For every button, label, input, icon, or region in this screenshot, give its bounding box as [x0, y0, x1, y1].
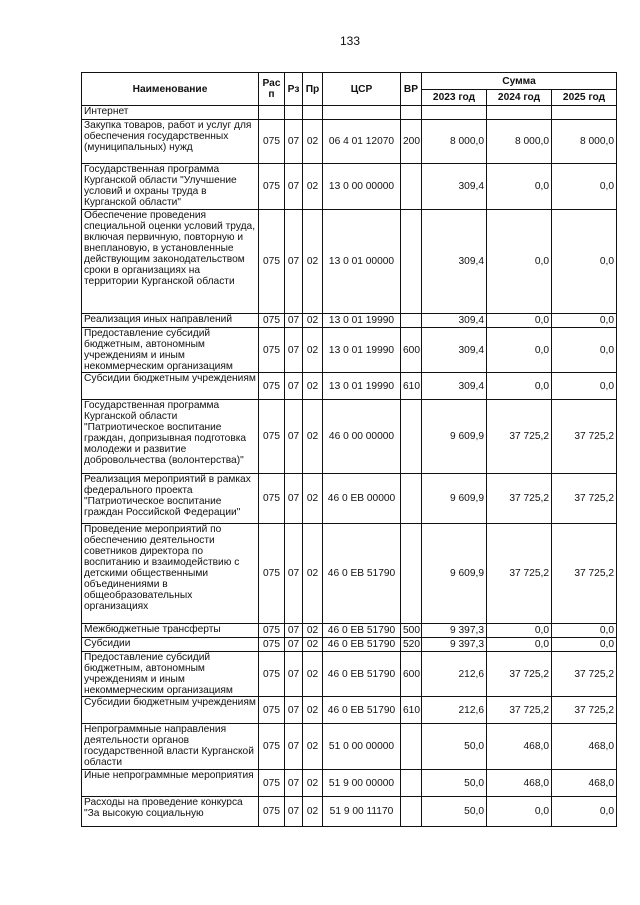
row-2024: 0,0 — [487, 373, 552, 400]
row-vr — [401, 524, 422, 624]
row-2025: 0,0 — [552, 373, 617, 400]
row-name: Проведение мероприятий по обеспечению деятельности советников директора по воспитанию и взаимодействию с детскими общественными объединениями в общеобразовательных организациях — [82, 524, 259, 624]
row-2024: 0,0 — [487, 314, 552, 328]
row-2025: 37 725,2 — [552, 697, 617, 724]
row-rasp: 075 — [259, 524, 285, 624]
row-vr: 500 — [401, 624, 422, 638]
row-2025: 37 725,2 — [552, 652, 617, 697]
row-rasp: 075 — [259, 164, 285, 210]
row-2025: 0,0 — [552, 797, 617, 827]
row-2025 — [552, 106, 617, 120]
row-rz: 07 — [285, 164, 303, 210]
row-rz: 07 — [285, 314, 303, 328]
row-2023: 50,0 — [422, 797, 487, 827]
row-2025: 0,0 — [552, 164, 617, 210]
table-row — [82, 638, 617, 652]
row-2025: 0,0 — [552, 314, 617, 328]
table-row — [82, 328, 617, 373]
row-vr — [401, 797, 422, 827]
row-rasp: 075 — [259, 797, 285, 827]
row-2023: 50,0 — [422, 724, 487, 770]
row-2023: 309,4 — [422, 314, 487, 328]
row-vr: 600 — [401, 328, 422, 373]
row-name: Закупка товаров, работ и услуг для обеспечения государственных (муниципальных) нужд — [82, 120, 259, 164]
row-vr — [401, 210, 422, 314]
row-name: Субсидии — [82, 638, 259, 652]
row-csr: 13 0 01 19990 — [323, 373, 401, 400]
row-name: Субсидии бюджетным учреждениям — [82, 373, 259, 400]
page-number: 133 — [339, 34, 361, 48]
row-csr: 46 0 EB 00000 — [323, 474, 401, 524]
row-rasp: 075 — [259, 210, 285, 314]
row-vr: 200 — [401, 120, 422, 164]
row-pr: 02 — [303, 164, 323, 210]
row-csr: 51 9 00 11170 — [323, 797, 401, 827]
row-name: Субсидии бюджетным учреждениям — [82, 697, 259, 724]
row-rasp: 075 — [259, 770, 285, 797]
row-rz: 07 — [285, 638, 303, 652]
row-2025: 468,0 — [552, 770, 617, 797]
table-body — [82, 106, 617, 827]
table-row — [82, 210, 617, 314]
row-name: Государственная программа Курганской области "Улучшение условий и охраны труда в Курганской области" — [82, 164, 259, 210]
row-pr: 02 — [303, 120, 323, 164]
row-2024: 37 725,2 — [487, 697, 552, 724]
row-rasp: 075 — [259, 120, 285, 164]
row-csr: 46 0 EB 51790 — [323, 638, 401, 652]
row-2025: 468,0 — [552, 724, 617, 770]
header-name: Наименование — [82, 73, 259, 106]
row-rz: 07 — [285, 474, 303, 524]
table-row — [82, 106, 617, 120]
row-pr: 02 — [303, 724, 323, 770]
header-2024: 2024 год — [487, 90, 552, 106]
row-2023: 309,4 — [422, 373, 487, 400]
row-csr: 13 0 00 00000 — [323, 164, 401, 210]
row-2024: 0,0 — [487, 797, 552, 827]
row-name: Реализация мероприятий в рамках федерального проекта "Патриотическое воспитание граждан Российской Федерации" — [82, 474, 259, 524]
row-rz: 07 — [285, 328, 303, 373]
row-csr: 46 0 EB 51790 — [323, 624, 401, 638]
row-2024: 468,0 — [487, 770, 552, 797]
table-row — [82, 797, 617, 827]
row-2025: 0,0 — [552, 638, 617, 652]
row-vr — [401, 724, 422, 770]
row-name: Предоставление субсидий бюджетным, автономным учреждениям и иным некоммерческим организациям — [82, 328, 259, 373]
row-2024: 37 725,2 — [487, 524, 552, 624]
row-rasp: 075 — [259, 624, 285, 638]
row-rz: 07 — [285, 624, 303, 638]
row-2023: 9 397,3 — [422, 638, 487, 652]
row-vr: 610 — [401, 373, 422, 400]
row-2023: 9 609,9 — [422, 474, 487, 524]
row-pr: 02 — [303, 638, 323, 652]
table-row — [82, 400, 617, 474]
row-2023: 9 609,9 — [422, 524, 487, 624]
row-csr: 13 0 01 00000 — [323, 210, 401, 314]
budget-table — [81, 72, 617, 827]
row-pr: 02 — [303, 697, 323, 724]
row-rz — [285, 106, 303, 120]
row-pr: 02 — [303, 210, 323, 314]
row-name: Предоставление субсидий бюджетным, автономным учреждениям и иным некоммерческим организациям — [82, 652, 259, 697]
row-rz: 07 — [285, 524, 303, 624]
row-rz: 07 — [285, 797, 303, 827]
row-rz: 07 — [285, 400, 303, 474]
row-2025: 0,0 — [552, 210, 617, 314]
row-2023: 9 609,9 — [422, 400, 487, 474]
row-2023: 309,4 — [422, 210, 487, 314]
row-csr: 06 4 01 12070 — [323, 120, 401, 164]
row-2025: 8 000,0 — [552, 120, 617, 164]
table-row — [82, 314, 617, 328]
row-rasp: 075 — [259, 638, 285, 652]
row-pr: 02 — [303, 770, 323, 797]
row-vr — [401, 106, 422, 120]
row-csr: 51 0 00 00000 — [323, 724, 401, 770]
row-rasp: 075 — [259, 652, 285, 697]
row-2023: 309,4 — [422, 328, 487, 373]
header-vr: ВР — [401, 73, 422, 106]
row-rz: 07 — [285, 652, 303, 697]
row-pr: 02 — [303, 624, 323, 638]
table-row — [82, 524, 617, 624]
row-rz: 07 — [285, 770, 303, 797]
table-row — [82, 770, 617, 797]
row-2025: 37 725,2 — [552, 400, 617, 474]
row-name: Интернет — [82, 106, 259, 120]
row-rasp: 075 — [259, 474, 285, 524]
row-2024: 0,0 — [487, 328, 552, 373]
row-csr: 46 0 EB 51790 — [323, 524, 401, 624]
row-2024 — [487, 106, 552, 120]
row-pr: 02 — [303, 400, 323, 474]
row-rasp: 075 — [259, 328, 285, 373]
row-2024: 37 725,2 — [487, 652, 552, 697]
row-rasp: 075 — [259, 724, 285, 770]
row-2024: 37 725,2 — [487, 474, 552, 524]
row-csr: 46 0 EB 51790 — [323, 652, 401, 697]
row-pr: 02 — [303, 373, 323, 400]
row-csr: 13 0 01 19990 — [323, 328, 401, 373]
row-2025: 0,0 — [552, 624, 617, 638]
row-vr: 610 — [401, 697, 422, 724]
header-csr: ЦСР — [323, 73, 401, 106]
row-csr — [323, 106, 401, 120]
row-vr — [401, 770, 422, 797]
row-vr — [401, 400, 422, 474]
row-name: Государственная программа Курганской области "Патриотическое воспитание граждан, допризывная подготовка молодежи и развитие добровольчества (волонтерства)" — [82, 400, 259, 474]
row-name: Расходы на проведение конкурса "За высокую социальную — [82, 797, 259, 827]
row-2024: 0,0 — [487, 164, 552, 210]
row-name: Реализация иных направлений — [82, 314, 259, 328]
row-csr: 46 0 EB 51790 — [323, 697, 401, 724]
table-row — [82, 164, 617, 210]
header-2023: 2023 год — [422, 90, 487, 106]
table-row — [82, 120, 617, 164]
row-2024: 37 725,2 — [487, 400, 552, 474]
row-vr — [401, 314, 422, 328]
table-row — [82, 652, 617, 697]
row-2023: 50,0 — [422, 770, 487, 797]
row-name: Обеспечение проведения специальной оценки условий труда, включая первичную, повторную и внеплановую, в установленные действующим законодательством сроки в организациях на территории Курганской области — [82, 210, 259, 314]
row-pr: 02 — [303, 652, 323, 697]
table-row — [82, 474, 617, 524]
header-rasp: Рас п — [259, 73, 285, 106]
row-2023 — [422, 106, 487, 120]
row-rz: 07 — [285, 697, 303, 724]
row-pr — [303, 106, 323, 120]
row-2023: 212,6 — [422, 697, 487, 724]
row-vr: 520 — [401, 638, 422, 652]
row-csr: 51 9 00 00000 — [323, 770, 401, 797]
table-row — [82, 724, 617, 770]
header-2025: 2025 год — [552, 90, 617, 106]
row-2024: 468,0 — [487, 724, 552, 770]
row-csr: 46 0 00 00000 — [323, 400, 401, 474]
row-rasp: 075 — [259, 400, 285, 474]
header-rz: Рз — [285, 73, 303, 106]
row-2025: 0,0 — [552, 328, 617, 373]
row-rasp — [259, 106, 285, 120]
row-vr — [401, 474, 422, 524]
table-row — [82, 697, 617, 724]
row-2023: 212,6 — [422, 652, 487, 697]
row-rz: 07 — [285, 120, 303, 164]
row-name: Непрограммные направления деятельности органов государственной власти Курганской области — [82, 724, 259, 770]
row-2025: 37 725,2 — [552, 474, 617, 524]
table-row — [82, 624, 617, 638]
row-name: Иные непрограммные мероприятия — [82, 770, 259, 797]
row-pr: 02 — [303, 797, 323, 827]
row-pr: 02 — [303, 314, 323, 328]
header-pr: Пр — [303, 73, 323, 106]
table-row — [82, 373, 617, 400]
row-2024: 0,0 — [487, 638, 552, 652]
row-rasp: 075 — [259, 314, 285, 328]
row-name: Межбюджетные трансферты — [82, 624, 259, 638]
row-vr — [401, 164, 422, 210]
row-2023: 8 000,0 — [422, 120, 487, 164]
row-rasp: 075 — [259, 373, 285, 400]
row-pr: 02 — [303, 474, 323, 524]
row-2023: 309,4 — [422, 164, 487, 210]
row-2024: 0,0 — [487, 210, 552, 314]
row-vr: 600 — [401, 652, 422, 697]
row-rasp: 075 — [259, 697, 285, 724]
row-rz: 07 — [285, 210, 303, 314]
row-2023: 9 397,3 — [422, 624, 487, 638]
row-csr: 13 0 01 19990 — [323, 314, 401, 328]
header-sum: Сумма — [422, 73, 617, 90]
row-pr: 02 — [303, 328, 323, 373]
row-rz: 07 — [285, 724, 303, 770]
row-2024: 0,0 — [487, 624, 552, 638]
row-rz: 07 — [285, 373, 303, 400]
row-2024: 8 000,0 — [487, 120, 552, 164]
row-2025: 37 725,2 — [552, 524, 617, 624]
row-pr: 02 — [303, 524, 323, 624]
